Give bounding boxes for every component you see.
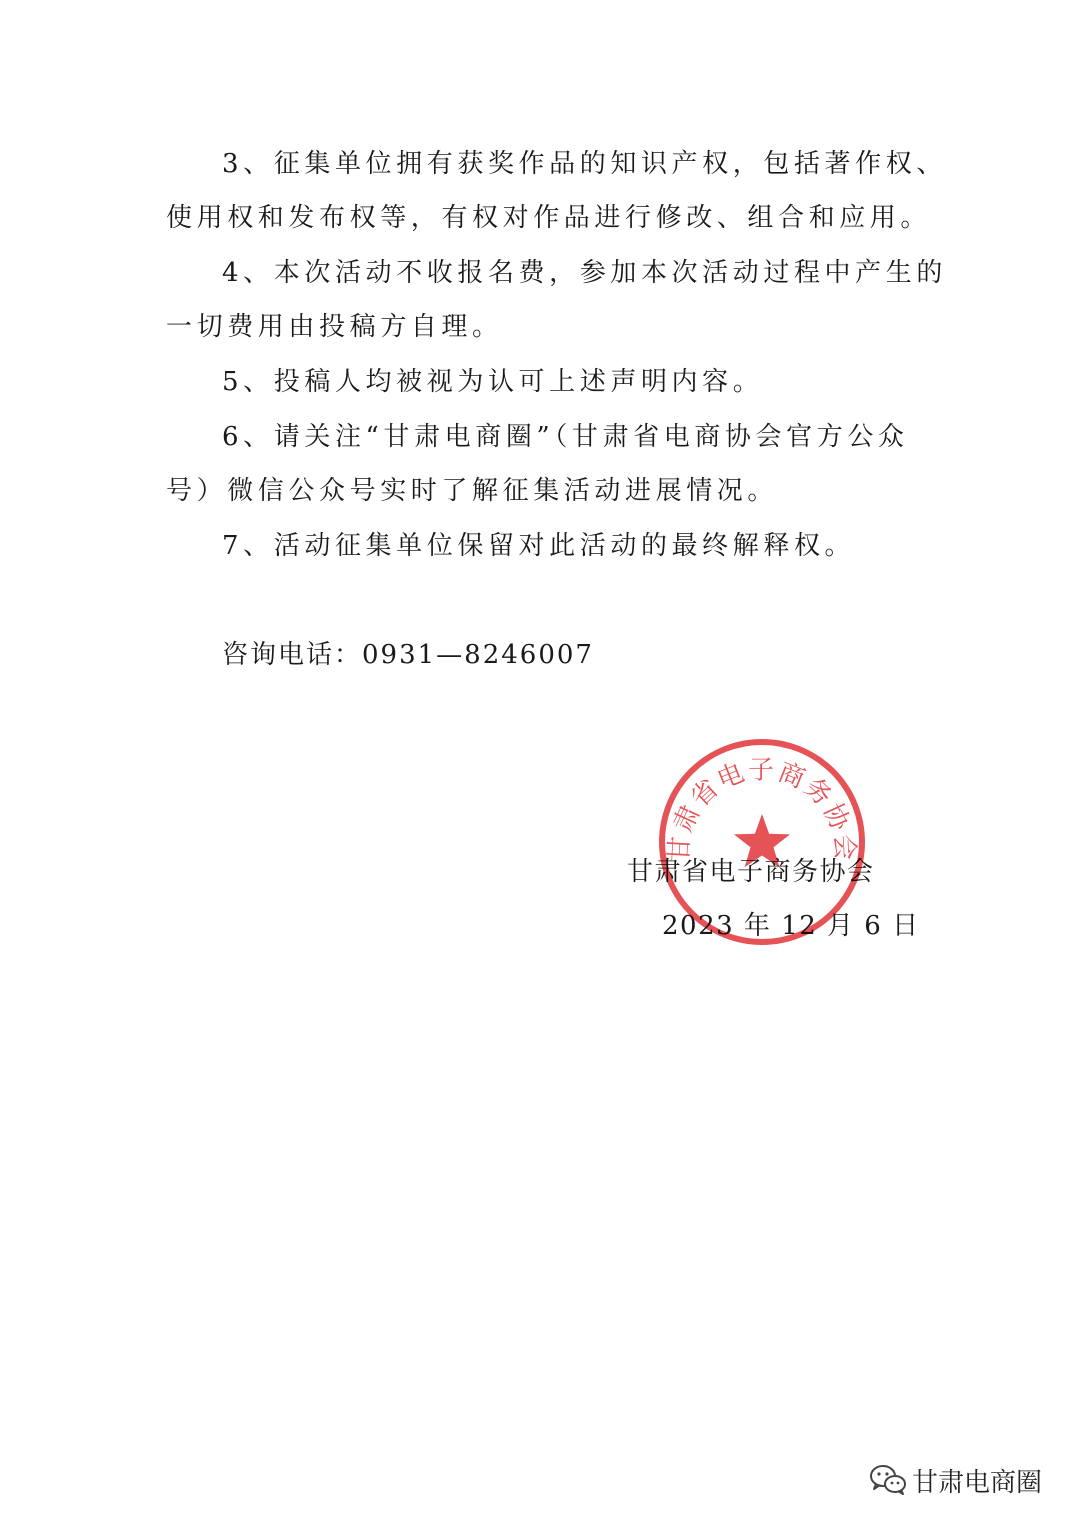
signature-org: 甘肃省电子商务协会	[627, 857, 875, 887]
watermark-label: 甘肃电商圈	[912, 1467, 1043, 1498]
clause-6-line-1: 6、请关注“甘肃电商圈”（甘肃省电商协会官方公众	[222, 422, 909, 452]
seal-star-icon	[734, 814, 790, 867]
clause-4-line-1: 4、本次活动不收报名费，参加本次活动过程中产生的	[222, 258, 947, 288]
clause-3-line-1: 3、征集单位拥有获奖作品的知识产权，包括著作权、	[222, 149, 947, 179]
clause-3-line-2: 使用权和发布权等，有权对作品进行修改、组合和应用。	[166, 203, 932, 233]
clause-7-line-1: 7、活动征集单位保留对此活动的最终解释权。	[222, 531, 856, 561]
clause-4-line-2: 一切费用由投稿方自理。	[166, 312, 503, 342]
official-seal	[656, 736, 868, 948]
wechat-icon	[868, 1462, 908, 1498]
seal-text: 甘肃省电子商务协会	[664, 755, 860, 863]
contact-phone: 咨询电话：0931—8246007	[222, 640, 594, 670]
clause-6-line-2: 号）微信公众号实时了解征集活动进展情况。	[166, 476, 779, 506]
source-watermark	[868, 1460, 1042, 1500]
clause-5-line-1: 5、投稿人均被视为认可上述声明内容。	[222, 367, 764, 397]
signature-date: 2023 年 12 月 6 日	[662, 911, 920, 941]
